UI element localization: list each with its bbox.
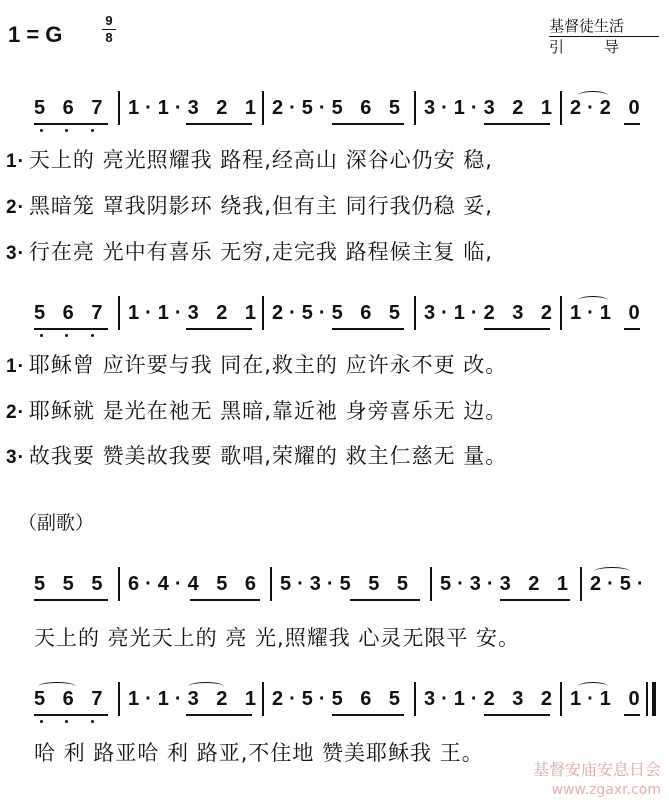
verse-lyrics-1-2 xyxy=(6,190,493,220)
barline xyxy=(118,682,120,716)
beam xyxy=(624,714,640,716)
lyric-text: 黑暗笼 罩我阴影环 绕我,但有主 同行我仍稳 妥, xyxy=(28,194,493,218)
measure-note-group: 2·5·5 6 5 xyxy=(272,97,407,119)
measure-note-group: 5 6 7 xyxy=(34,97,109,119)
tie-slur xyxy=(578,296,608,305)
source-line-1: 基督徒生活 xyxy=(549,16,659,37)
measure-note-group: 5·3·3 2 1 xyxy=(440,573,575,595)
lower-octave-dot xyxy=(91,334,94,337)
measure-note-group: 1·1 0 xyxy=(570,688,646,710)
barline xyxy=(560,296,562,330)
measure-note-group: 5 6 7 xyxy=(34,302,109,324)
measure-note-group: 2·5· xyxy=(590,573,650,595)
verse-number: 1· xyxy=(6,151,25,172)
verse-number: 2· xyxy=(6,197,25,218)
beam xyxy=(624,328,640,330)
tie-slur xyxy=(38,682,76,691)
barline xyxy=(560,682,562,716)
measure-note-group: 5·3·5 5 5 xyxy=(280,573,415,595)
time-signature xyxy=(102,14,116,45)
chorus-label: （副歌） xyxy=(18,512,95,534)
measure-note-group: 1·1·3 2 1 xyxy=(128,688,263,710)
verse-number: 3· xyxy=(6,243,25,264)
barline xyxy=(560,91,562,125)
beam xyxy=(500,599,570,601)
beam xyxy=(332,123,404,125)
lower-octave-dot xyxy=(40,334,43,337)
lyric-text: 天上的 亮光照耀我 路程,经高山 深谷心仍安 稳, xyxy=(28,148,493,172)
beam xyxy=(186,123,252,125)
lower-octave-dot xyxy=(40,720,43,723)
measure-note-group: 6·4·4 5 6 xyxy=(128,573,263,595)
verse-number: 2· xyxy=(6,402,25,423)
beam xyxy=(34,123,108,125)
tie-slur xyxy=(578,682,608,691)
beam xyxy=(350,599,420,601)
beam xyxy=(332,328,404,330)
tie-slur xyxy=(594,567,630,576)
lower-octave-dot xyxy=(91,720,94,723)
watermark-url: www.zgaxr.com xyxy=(551,782,661,798)
watermark xyxy=(533,760,661,800)
beam xyxy=(624,123,640,125)
chorus-lyrics-1: 天上的 亮光天上的 亮 光,照耀我 心灵无限平 安。 xyxy=(34,626,521,650)
barline xyxy=(430,567,432,601)
measure-note-group: 2·2 0 xyxy=(570,97,646,119)
barline xyxy=(118,91,120,125)
measure-note-group: 5 6 7 xyxy=(34,688,109,710)
lyric-text: 耶稣就 是光在祂无 黑暗,靠近祂 身旁喜乐无 边。 xyxy=(28,399,508,423)
barline xyxy=(262,682,264,716)
barline xyxy=(262,91,264,125)
measure-note-group: 1·1·3 2 1 xyxy=(128,302,263,324)
lower-octave-dot xyxy=(91,129,94,132)
lyric-text: 耶稣曾 应许要与我 同在,救主的 应许永不更 改。 xyxy=(28,353,508,377)
time-signature-bottom: 8 xyxy=(105,30,113,45)
verse-lyrics-1-3 xyxy=(6,236,493,266)
tie-slur xyxy=(578,91,608,100)
verse-number: 1· xyxy=(6,356,25,377)
verse-lyrics-2-1 xyxy=(6,349,507,379)
barline xyxy=(414,682,416,716)
watermark-line-1: 基督安庙安息日会 xyxy=(532,760,661,779)
measure-note-group: 3·1·3 2 1 xyxy=(424,97,559,119)
chorus-melody-line-2 xyxy=(0,688,669,728)
measure-note-group: 3·1·2 3 2 xyxy=(424,302,559,324)
beam xyxy=(484,714,550,716)
verse-lyrics-1-1 xyxy=(6,144,493,174)
barline xyxy=(118,296,120,330)
source-credit xyxy=(549,16,659,57)
barline xyxy=(262,296,264,330)
beam xyxy=(186,714,252,716)
barline xyxy=(118,567,120,601)
verse-melody-line-1 xyxy=(0,97,669,137)
barline xyxy=(414,296,416,330)
beam xyxy=(190,599,260,601)
measure-note-group: 5 5 5 xyxy=(34,573,109,595)
beam xyxy=(34,714,108,716)
beam xyxy=(186,328,252,330)
beam xyxy=(34,599,108,601)
time-signature-top: 9 xyxy=(105,13,113,28)
lower-octave-dot xyxy=(65,334,68,337)
tie-slur xyxy=(188,682,224,691)
chorus-melody-line-1 xyxy=(0,573,669,613)
lyric-text: 故我要 赞美故我要 歌唱,荣耀的 救主仁慈无 量。 xyxy=(28,444,508,468)
final-barline-thick xyxy=(652,682,656,716)
lower-octave-dot xyxy=(65,129,68,132)
measure-note-group: 1·1·3 2 1 xyxy=(128,97,263,119)
barline xyxy=(414,91,416,125)
measure-note-group: 2·5·5 6 5 xyxy=(272,688,407,710)
beam xyxy=(34,328,108,330)
lyric-text: 行在亮 光中有喜乐 无穷,走完我 路程候主复 临, xyxy=(28,240,493,264)
measure-note-group: 3·1·2 3 2 xyxy=(424,688,559,710)
verse-lyrics-2-3 xyxy=(6,440,507,470)
chorus-lyrics-2: 哈 利 路亚哈 利 路亚,不住地 赞美耶稣我 王。 xyxy=(34,741,484,765)
verse-number: 3· xyxy=(6,447,25,468)
verse-melody-line-2 xyxy=(0,302,669,342)
barline xyxy=(270,567,272,601)
beam xyxy=(332,714,404,716)
barline xyxy=(580,567,582,601)
key-signature: 1 = G xyxy=(8,22,63,47)
lower-octave-dot xyxy=(65,720,68,723)
beam xyxy=(484,328,550,330)
measure-note-group: 1·1 0 xyxy=(570,302,646,324)
lower-octave-dot xyxy=(40,129,43,132)
source-line-2: 引导 xyxy=(549,38,660,56)
verse-lyrics-2-2 xyxy=(6,395,507,425)
final-barline-thin xyxy=(646,682,648,716)
measure-note-group: 2·5·5 6 5 xyxy=(272,302,407,324)
beam xyxy=(484,123,550,125)
